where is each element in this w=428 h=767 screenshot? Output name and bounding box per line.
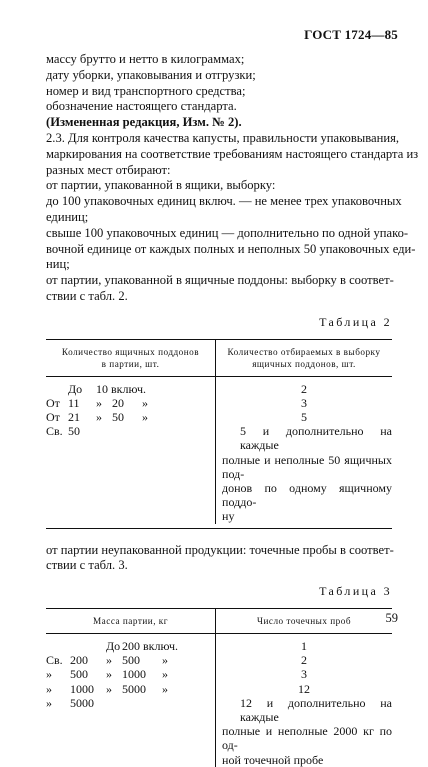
table-2-col2-header [216,339,392,376]
page-body [46,52,419,767]
range-cell: От [46,409,60,424]
range-cell: » [46,695,52,710]
header-line: в партии, шт. [101,358,160,369]
pallet-lot-line: от партии, упакованной в ящичные поддоны: выборку в соответ- [46,273,394,288]
range-cell: » [46,667,52,682]
range-cell: 1000 [122,667,146,682]
note-line: ну [222,509,235,524]
unpacked-lot-line: от партии неупакованной продукции: точечные пробы в соответ- [46,542,394,557]
table-row [46,639,215,653]
table-2-values [216,376,392,524]
over-100-line: вочной единице от каждых полных и неполных 50 упаковочных еди- [46,241,416,256]
range-cell: 21 [68,409,80,424]
range-cell: 20 [112,395,124,410]
table-2 [46,339,392,524]
page-number: 59 [385,611,398,625]
range-cell: 5000 [70,695,94,710]
section-2-3-line: 2.3. Для контроля качества капусты, правильности упаковывания, [46,130,400,145]
note-line: полные и неполные 2000 кг по од- [222,724,392,753]
table-row [46,667,215,681]
amendment-note: (Измененная редакция, Изм. № 2). [46,115,242,130]
value-cell: 3 [301,667,308,682]
table-row [46,396,215,410]
range-cell: От [46,395,60,410]
table-3-note [216,696,392,767]
table-2-ranges [46,376,216,524]
intro-line: обозначение настоящего стандарта. [46,99,237,114]
table-3-ranges [46,633,216,766]
box-lot-line: от партии, упакованной в ящики, выборку: [46,178,276,193]
range-cell: 500 [122,653,140,668]
unpacked-lot-line: ствии с табл. 3. [46,558,128,573]
range-cell: 200 включ. [122,638,179,653]
note-line: 12 и дополнительно на каждые [240,695,392,724]
range-cell: » [46,681,52,696]
note-line: ной точечной пробе [222,752,324,767]
table-row [46,410,215,424]
range-cell: До [106,638,121,653]
range-cell: 200 [70,653,88,668]
intro-line: номер и вид транспортного средства; [46,83,246,98]
note-line: 5 и дополнительно на каждые [240,424,392,453]
range-cell: » [106,667,112,682]
range-cell: » [162,653,168,668]
range-cell: » [106,681,112,696]
page-header: ГОСТ 1724—85 [304,27,398,42]
value-cell: 12 [298,681,311,696]
over-100-line: ниц; [46,257,70,272]
table-2-col1-header [46,339,216,376]
table-2-caption: Таблица 2 [319,314,392,329]
pallet-lot-line: ствии с табл. 2. [46,288,128,303]
section-2-3-line: маркирования на соответствие требованиям настоящего стандарта из [46,146,419,161]
range-cell: » [142,395,148,410]
range-cell: 500 [70,667,88,682]
value-cell: 2 [301,653,308,668]
range-cell: Св. [46,653,63,668]
table-2-note [216,424,392,523]
range-cell: До [68,381,83,396]
range-cell: » [106,653,112,668]
upto-100-line: единиц; [46,209,89,224]
range-cell: 10 включ. [96,381,147,396]
note-line: донов по одному ящичному поддо- [222,480,392,510]
range-cell: » [96,395,102,410]
range-cell: » [142,409,148,424]
intro-line: массу брутто и нетто в килограммах; [46,52,245,66]
note-line: полные и неполные 50 ящичных под- [222,452,392,481]
header-line: Количество ящичных поддонов [61,346,200,357]
value-cell: 1 [301,638,308,653]
value-cell: 2 [301,381,308,396]
range-cell: 50 [68,424,80,439]
table-3-col1-header: Масса партии, кг [46,608,216,633]
table-row [46,682,215,696]
header-line: ящичных поддонов, шт. [252,358,356,369]
table-3 [46,608,392,767]
table-row [46,653,215,667]
range-cell: 50 [112,409,124,424]
section-2-3-line: разных мест отбирают: [46,162,171,177]
over-100-line: свыше 100 упаковочных единиц — дополнительно по одной упако- [46,225,409,240]
range-cell: » [162,667,168,682]
upto-100-line: до 100 упаковочных единиц включ. — не менее трех упаковочных [46,194,402,209]
table-3-col2-header: Число точечных проб [216,608,392,633]
range-cell: » [162,681,168,696]
intro-line: дату уборки, упаковывания и отгрузки; [46,67,256,82]
range-cell: 5000 [122,681,146,696]
range-cell: Св. [46,424,63,439]
value-cell: 5 [301,409,308,424]
value-cell: 3 [301,395,308,410]
table-row [46,382,215,396]
table-row [46,424,215,438]
range-cell: 1000 [70,681,94,696]
table-3-values [216,633,392,766]
range-cell: 11 [68,395,80,410]
range-cell: » [96,409,102,424]
table-3-caption: Таблица 3 [319,584,392,599]
header-line: Количество отбираемых в выборку [227,346,381,357]
table-row [46,696,215,710]
